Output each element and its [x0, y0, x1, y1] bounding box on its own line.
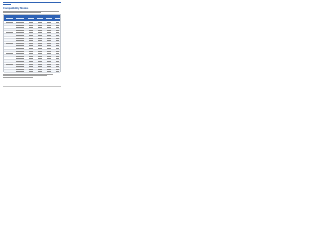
- table-cell: [38, 27, 42, 28]
- table-cell: [16, 64, 24, 65]
- table-cell: [29, 27, 33, 28]
- column-header: [46, 18, 52, 19]
- table-cell: [38, 53, 42, 54]
- table-row: [4, 70, 60, 73]
- page-header: [3, 2, 61, 5]
- table-cell: [47, 32, 51, 33]
- table-cell: [29, 66, 33, 67]
- table-cell: [38, 56, 42, 57]
- table-cell: [56, 64, 59, 65]
- table-cell: [47, 27, 51, 28]
- table-cell: [56, 22, 59, 23]
- table-cell: [47, 38, 51, 39]
- compatibility-table: [3, 14, 61, 72]
- table-cell: [29, 38, 33, 39]
- table-cell: [6, 22, 13, 23]
- table-cell: [47, 64, 51, 65]
- table-cell: [16, 56, 24, 57]
- table-cell: [47, 51, 51, 52]
- table-cell: [16, 43, 24, 44]
- table-cell: [16, 61, 24, 62]
- table-cell: [29, 64, 33, 65]
- table-cell: [16, 25, 24, 26]
- table-cell: [29, 58, 33, 59]
- table-cell: [47, 69, 51, 70]
- table-cell: [29, 35, 33, 36]
- table-cell: [29, 51, 33, 52]
- table-cell: [56, 32, 59, 33]
- table-cell: [6, 43, 13, 44]
- table-cell: [56, 48, 59, 49]
- table-cell: [38, 71, 42, 72]
- table-cell: [29, 53, 33, 54]
- table-cell: [47, 43, 51, 44]
- page-footer: [3, 86, 61, 89]
- table-cell: [56, 53, 59, 54]
- table-cell: [47, 35, 51, 36]
- table-cell: [16, 40, 24, 41]
- table-notes: [3, 74, 59, 80]
- table-cell: [47, 22, 51, 23]
- brand-logo: [3, 4, 11, 5]
- table-cell: [56, 38, 59, 39]
- table-cell: [16, 51, 24, 52]
- table-cell: [16, 22, 24, 23]
- table-cell: [29, 25, 33, 26]
- table-cell: [47, 66, 51, 67]
- table-cell: [38, 64, 42, 65]
- table-cell: [38, 45, 42, 46]
- table-cell: [16, 71, 24, 72]
- table-cell: [38, 43, 42, 44]
- manual-page: [0, 0, 64, 91]
- table-cell: [16, 45, 24, 46]
- table-cell: [29, 40, 33, 41]
- table-cell: [56, 35, 59, 36]
- table-cell: [16, 69, 24, 70]
- table-cell: [56, 56, 59, 57]
- table-cell: [38, 51, 42, 52]
- table-cell: [47, 71, 51, 72]
- table-cell: [47, 56, 51, 57]
- table-cell: [38, 58, 42, 59]
- table-cell: [56, 71, 59, 72]
- table-cell: [6, 53, 13, 54]
- table-cell: [47, 25, 51, 26]
- column-header: [6, 18, 13, 19]
- table-cell: [38, 48, 42, 49]
- table-cell: [29, 45, 33, 46]
- table-cell: [47, 58, 51, 59]
- table-cell: [29, 48, 33, 49]
- table-cell: [16, 32, 24, 33]
- table-cell: [16, 58, 24, 59]
- table-cell: [29, 61, 33, 62]
- table-cell: [47, 30, 51, 31]
- table-cell: [47, 45, 51, 46]
- table-cell: [16, 66, 24, 67]
- section-title: Compatibility Modes: [3, 7, 29, 10]
- note-line: [3, 77, 33, 78]
- table-cell: [47, 48, 51, 49]
- table-cell: [56, 43, 59, 44]
- table-cell: [56, 51, 59, 52]
- table-cell: [56, 30, 59, 31]
- intro-text: [3, 11, 59, 13]
- table-cell: [16, 30, 24, 31]
- table-cell: [38, 32, 42, 33]
- column-header: [55, 18, 60, 19]
- table-cell: [16, 38, 24, 39]
- table-cell: [56, 25, 59, 26]
- table-cell: [38, 35, 42, 36]
- table-cell: [47, 53, 51, 54]
- table-cell: [38, 69, 42, 70]
- table-cell: [38, 40, 42, 41]
- table-cell: [56, 27, 59, 28]
- table-cell: [38, 61, 42, 62]
- table-cell: [6, 32, 13, 33]
- table-cell: [47, 40, 51, 41]
- table-cell: [38, 22, 42, 23]
- table-cell: [29, 22, 33, 23]
- table-cell: [16, 48, 24, 49]
- table-cell: [56, 45, 59, 46]
- table-cell: [16, 35, 24, 36]
- table-cell: [38, 30, 42, 31]
- table-cell: [56, 61, 59, 62]
- table-cell: [56, 40, 59, 41]
- column-header: [37, 18, 43, 19]
- table-cell: [56, 58, 59, 59]
- table-cell: [29, 56, 33, 57]
- table-cell: [38, 25, 42, 26]
- table-cell: [29, 43, 33, 44]
- table-cell: [6, 64, 13, 65]
- intro-line: [3, 12, 41, 13]
- table-cell: [47, 61, 51, 62]
- table-cell: [38, 66, 42, 67]
- table-cell: [56, 66, 59, 67]
- table-cell: [29, 71, 33, 72]
- table-cell: [29, 69, 33, 70]
- table-cell: [16, 27, 24, 28]
- column-header: [28, 18, 34, 19]
- column-header: [16, 18, 24, 19]
- header-rule: [3, 2, 61, 3]
- table-cell: [29, 32, 33, 33]
- table-cell: [38, 38, 42, 39]
- table-cell: [16, 53, 24, 54]
- table-cell: [29, 30, 33, 31]
- table-cell: [56, 69, 59, 70]
